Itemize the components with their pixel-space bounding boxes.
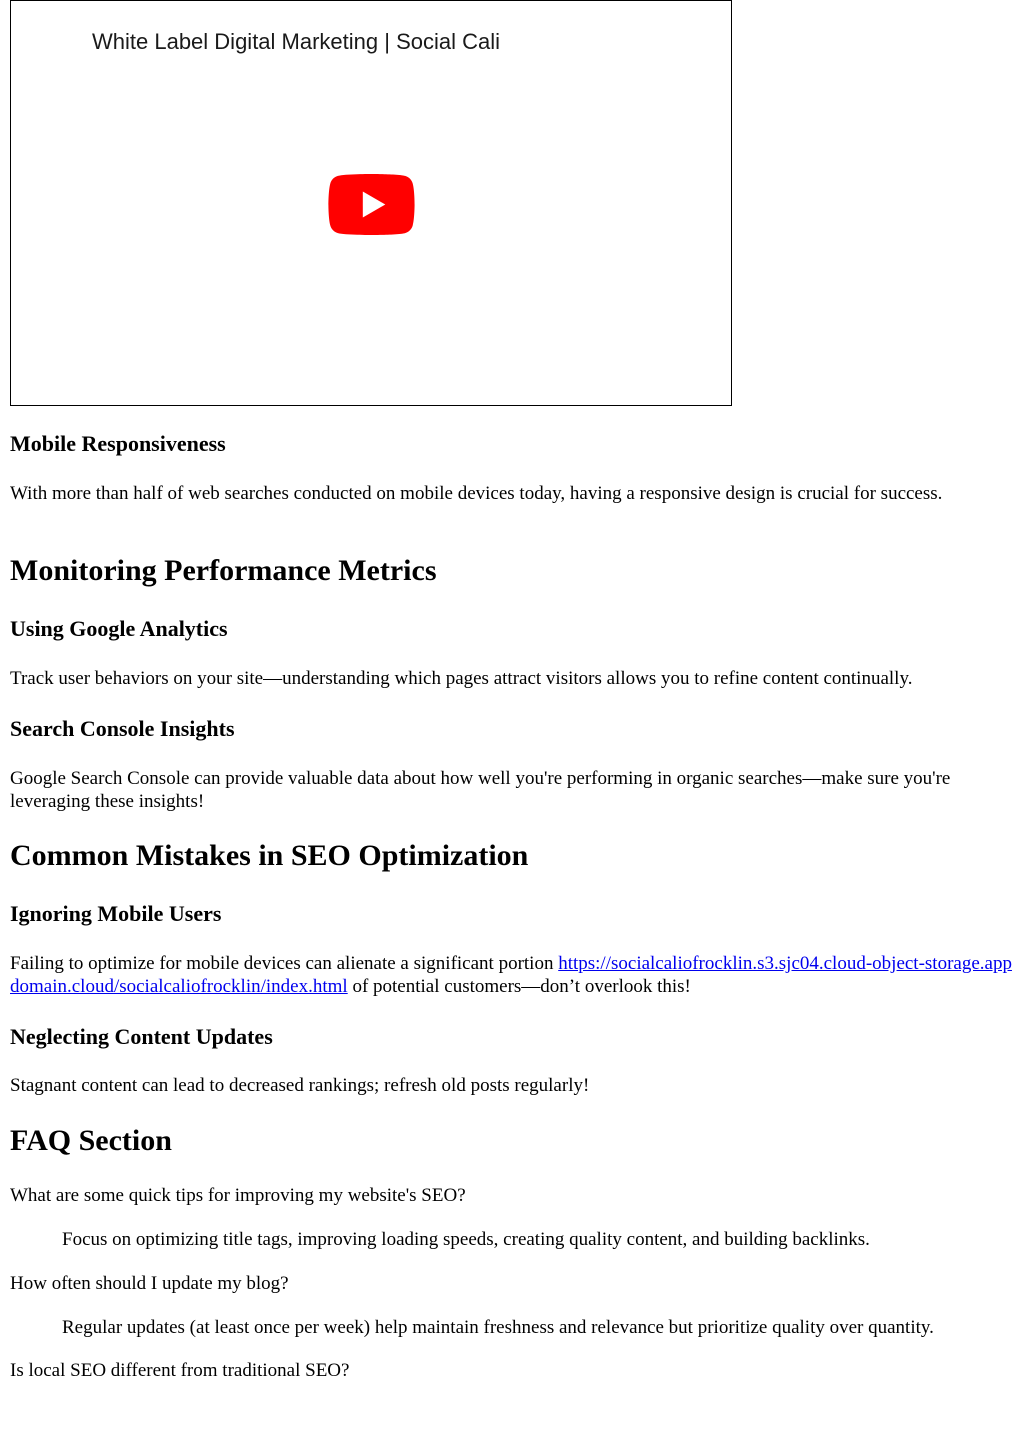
ignoring-mobile-heading: Ignoring Mobile Users [10,901,222,926]
mobile-responsiveness-heading: Mobile Responsiveness [10,431,226,456]
content-updates-text: Stagnant content can lead to decreased rankings; refresh old posts regularly! [10,1075,590,1096]
faq-question: How often should I update my blog? [10,1273,289,1294]
content-updates-heading: Neglecting Content Updates [10,1024,273,1049]
faq-answer: Focus on optimizing title tags, improving loading speeds, creating quality content, and building backlinks. [62,1229,870,1250]
faq-answer: Regular updates (at least once per week) help maintain freshness and relevance but prioritize quality over quantity. [62,1317,934,1338]
mobile-responsiveness-text: With more than half of web searches conducted on mobile devices today, having a responsive design is crucial for success. [10,483,943,504]
faq-question: What are some quick tips for improving my website's SEO? [10,1185,466,1206]
search-console-text: Google Search Console can provide valuable data about how well you're performing in organic searches—make sure you're leveraging these insights! [10,768,951,812]
ignoring-mobile-text-before: Failing to optimize for mobile devices can alienate a significant portion [10,953,559,974]
search-console-heading: Search Console Insights [10,716,235,741]
google-analytics-text: Track user behaviors on your site—understanding which pages attract visitors allows you to refine content continually. [10,668,913,689]
video-title[interactable]: White Label Digital Marketing | Social Cali [92,29,500,54]
faq-question: Is local SEO different from traditional SEO? [10,1360,350,1381]
faq-heading: FAQ Section [10,1124,172,1157]
ignoring-mobile-text-after: of potential customers—don’t overlook this! [347,976,691,997]
common-mistakes-heading: Common Mistakes in SEO Optimization [10,839,529,872]
socialcali-rocklin-link[interactable]: https://socialcaliofrocklin.s3.sjc04.cloud-object-storage.appdomain.cloud/socialcaliofrocklin/index.html [10,953,1012,997]
play-icon [328,174,415,235]
article [10,0,1014,1381]
monitoring-heading: Monitoring Performance Metrics [10,554,437,587]
google-analytics-heading: Using Google Analytics [10,616,228,641]
video-embed[interactable] [10,0,732,406]
ignoring-mobile-text [10,952,1014,998]
play-button[interactable] [328,174,415,235]
